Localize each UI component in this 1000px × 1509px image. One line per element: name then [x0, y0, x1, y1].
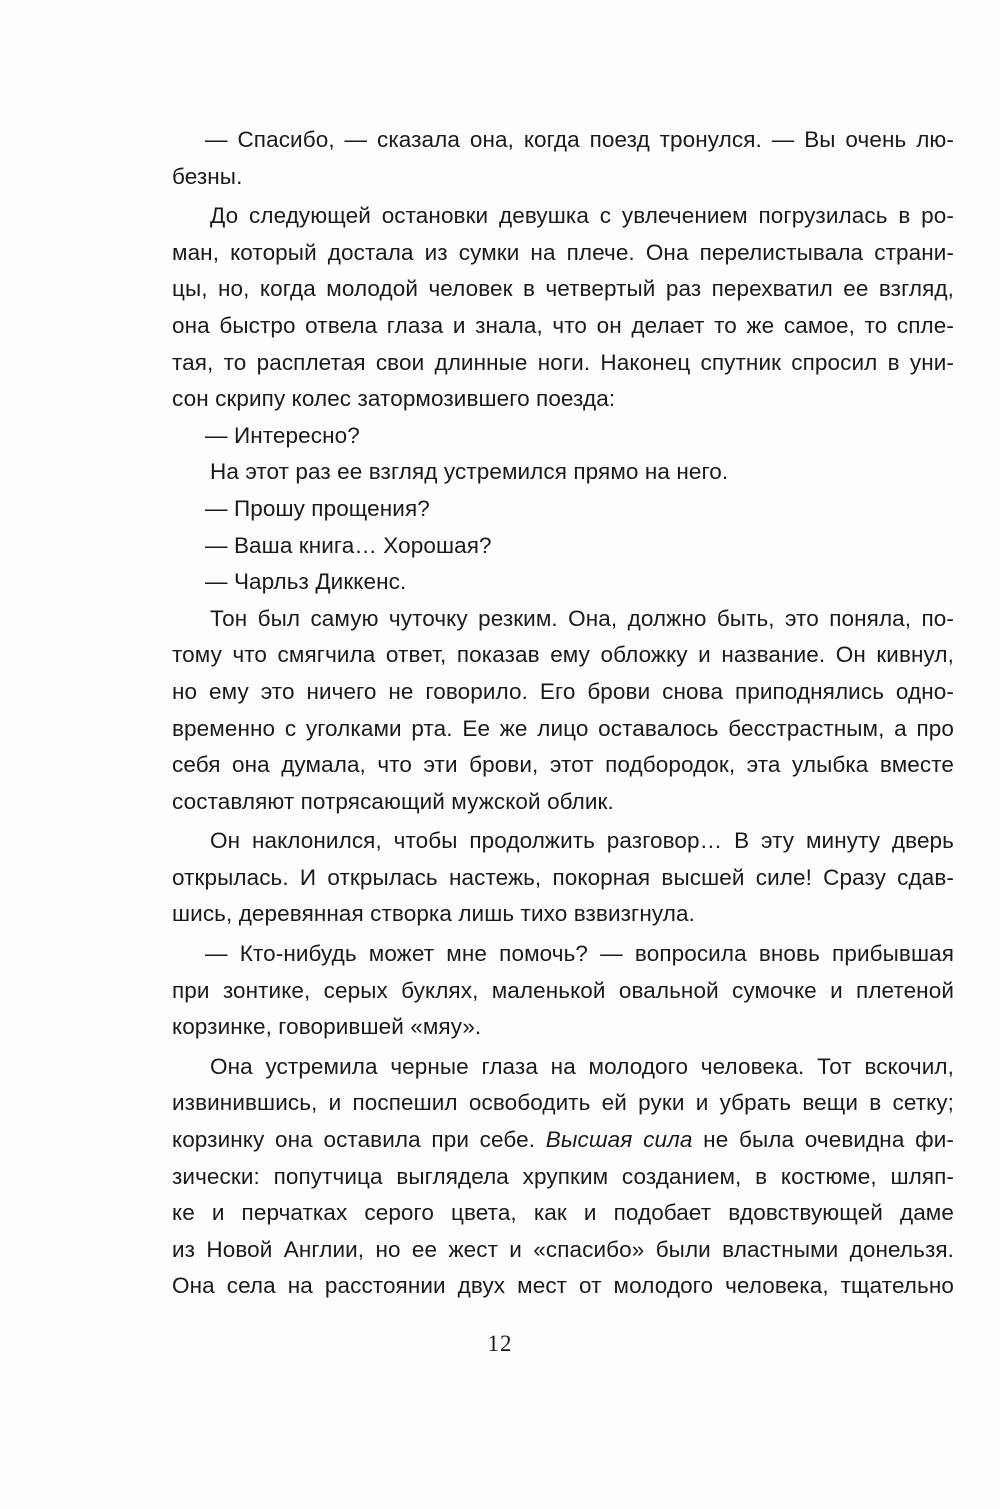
text-line: из Новой Англии, но ее жест и «спасибо» были властными донельзя. [172, 1236, 954, 1262]
text-line: зически: попутчица выглядела хрупким созданием, в костюме, шляп- [172, 1163, 954, 1189]
text-line [172, 1122, 954, 1159]
text-line: тая, то расплетая свои длинные ноги. Наконец спутник спросил в уни- [172, 349, 954, 375]
text-line: шись, деревянная створка лишь тихо взвизгнула. [172, 901, 695, 927]
text-line: Он наклонился, чтобы продолжить разговор… В эту минуту дверь [210, 828, 954, 854]
text-fragment: не была очевидна фи- [703, 1127, 954, 1153]
text-line: извинившись, и поспешил освободить ей руки и убрать вещи в сетку; [172, 1090, 954, 1116]
text-line: ман, который достала из сумки на плече. Она перелистывала страни- [172, 239, 954, 265]
text-line: себя она думала, что эти брови, этот подбородок, эта улыбка вместе [172, 752, 954, 778]
text-line: — Прошу прощения? [205, 495, 430, 521]
text-line: На этот раз ее взгляд устремился прямо на него. [210, 459, 729, 485]
text-line: при зонтике, серых буклях, маленькой овальной сумочке и плетеной [172, 977, 954, 1003]
text-line: — Чарльз Диккенс. [205, 569, 407, 595]
text-line: безны. [172, 163, 243, 189]
text-line: временно с уголками рта. Ее же лицо оставалось бесстрастным, а про [172, 715, 954, 741]
text-fragment: корзинку она оставила при себе. [172, 1127, 536, 1153]
text-line: сон скрипу колес затормозившего поезда: [172, 386, 616, 412]
text-line: До следующей остановки девушка с увлечением погрузилась в ро- [210, 203, 954, 229]
text-line: но ему это ничего не говорило. Его брови снова приподнялись одно- [172, 678, 954, 704]
text-line: цы, но, когда молодой человек в четвертый раз перехватил ее взгляд, [172, 276, 954, 302]
text-line: ке и перчатках серого цвета, как и подобает вдовствующей даме [172, 1200, 954, 1226]
italic-phrase: Высшая сила [545, 1127, 693, 1153]
body-text [172, 122, 954, 1305]
text-line: Она села на расстоянии двух мест от молодого человека, тщательно [172, 1273, 954, 1299]
text-line: составляют потрясающий мужской облик. [172, 788, 614, 814]
text-line: корзинке, говорившей «мяу». [172, 1014, 482, 1040]
text-line: — Кто-нибудь может мне помочь? — вопросила вновь прибывшая [205, 941, 954, 967]
text-line: — Интересно? [205, 422, 360, 448]
text-line: тому что смягчила ответ, показав ему обложку и название. Он кивнул, [172, 642, 954, 668]
text-line: открылась. И открылась настежь, покорная высшей силе! Сразу сдав- [172, 864, 954, 890]
page-number: 12 [487, 1331, 513, 1356]
text-line: она быстро отвела глаза и знала, что он делает то же самое, то спле- [172, 312, 954, 338]
text-line: Тон был самую чуточку резким. Она, должно быть, это поняла, по- [210, 605, 954, 631]
text-line: — Ваша книга… Хорошая? [205, 532, 492, 558]
text-line: — Спасибо, — сказала она, когда поезд тронулся. — Вы очень лю- [205, 127, 954, 152]
text-line: Она устремила черные глаза на молодого человека. Тот вскочил, [210, 1053, 954, 1079]
